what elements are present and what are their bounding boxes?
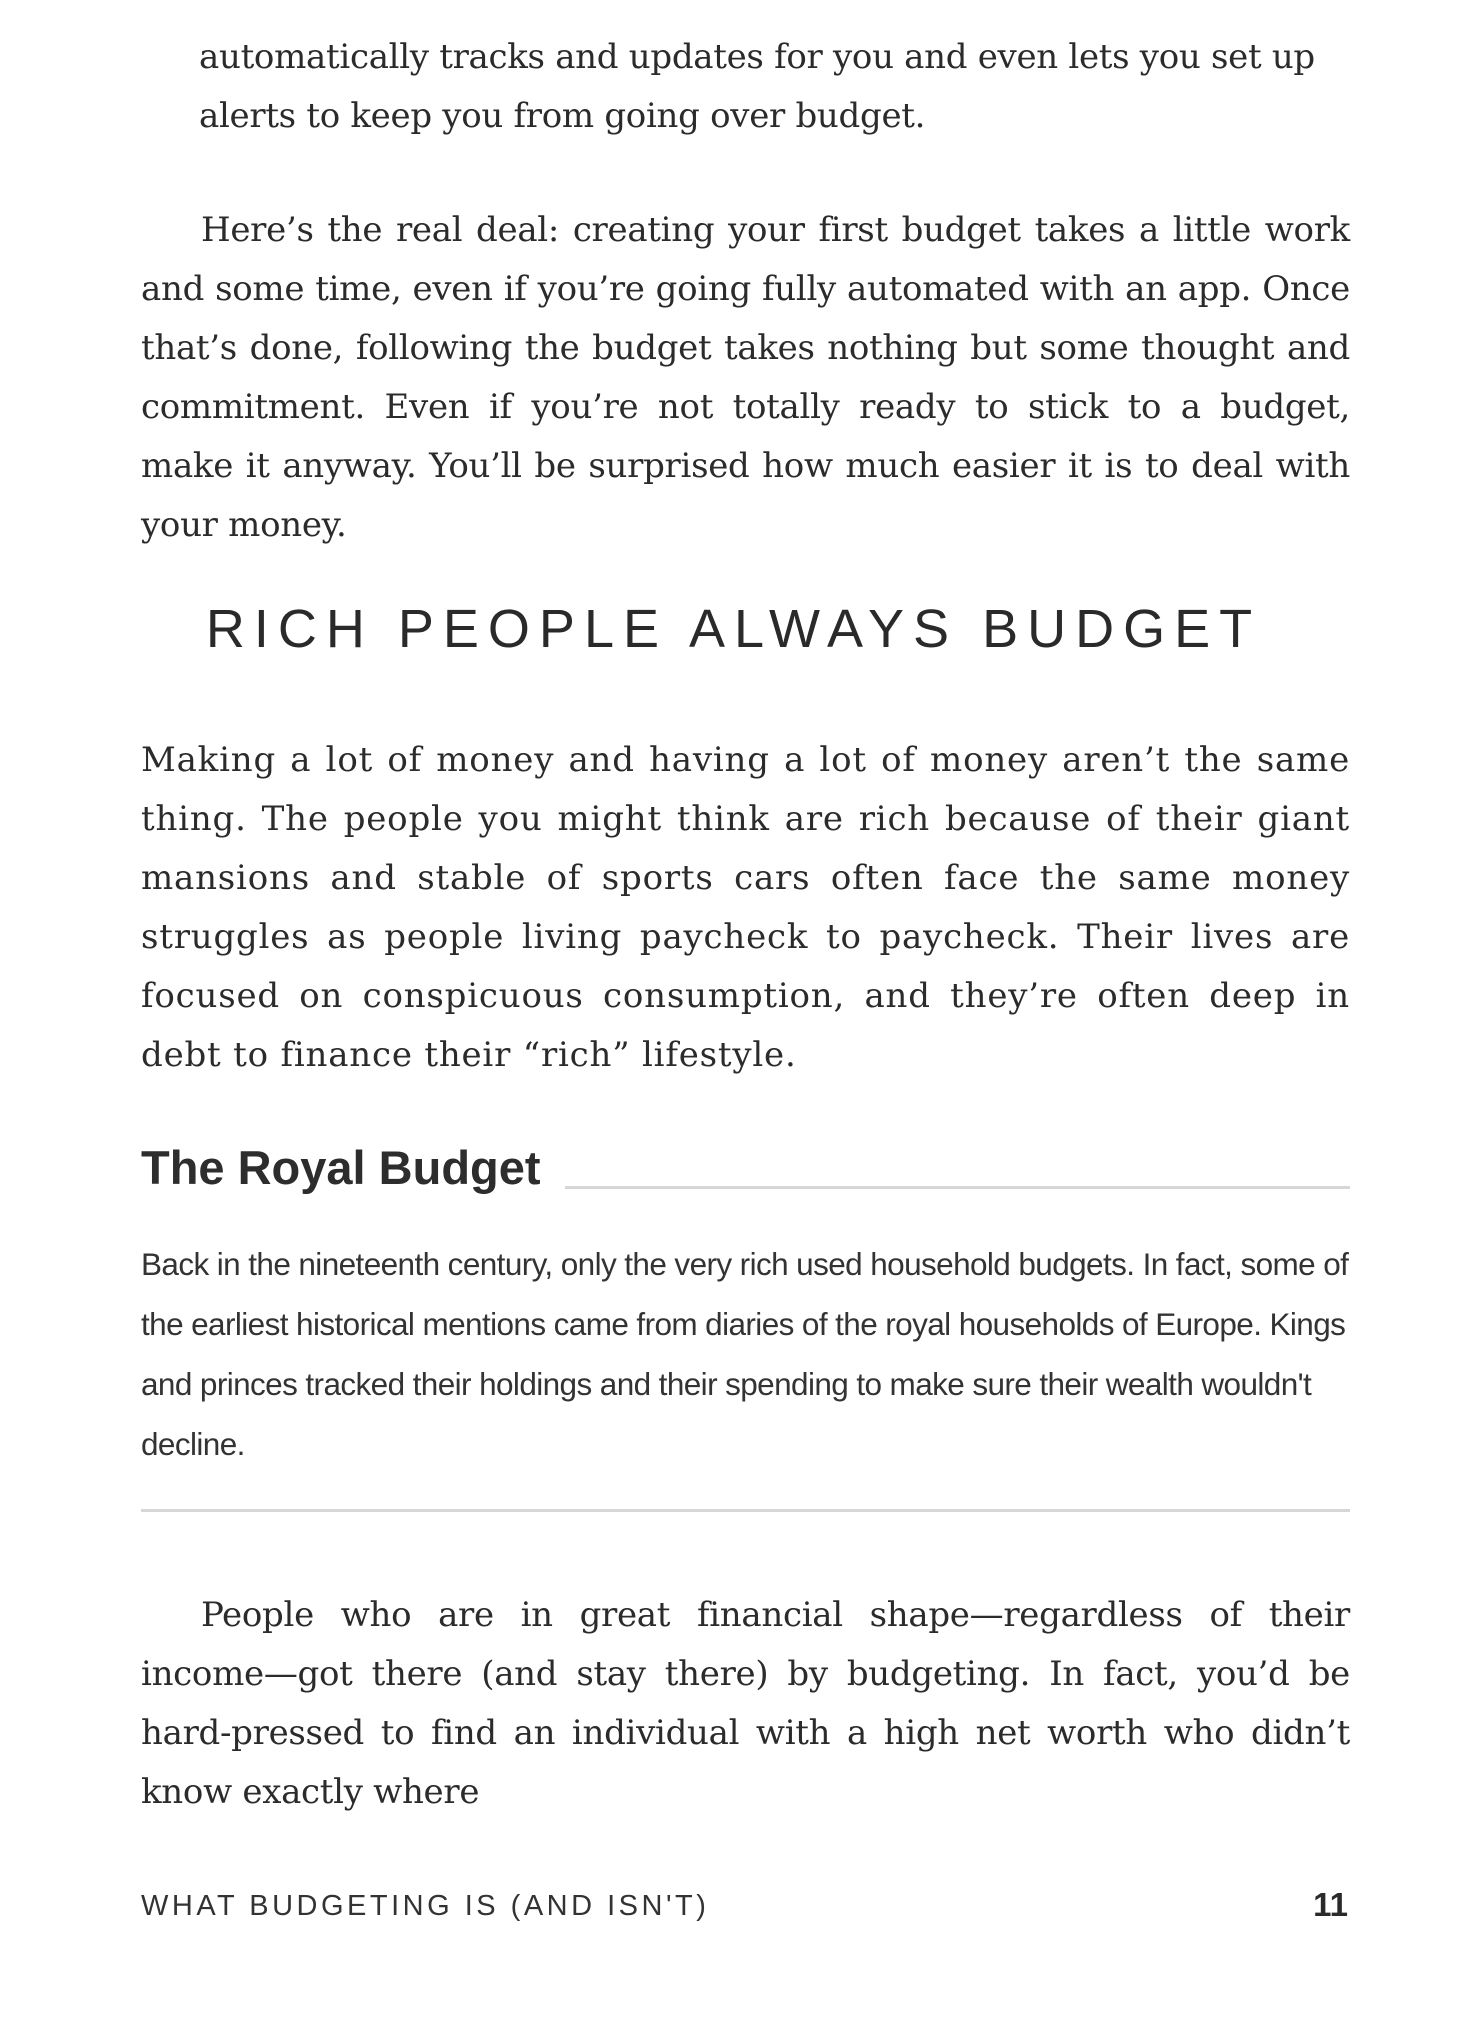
section-title: RICH PEOPLE ALWAYS BUDGET: [205, 599, 1262, 659]
closing-paragraph: People who are in great financial shape—regardless of their income—got there (and stay there) by budgeting. In fact, you’d be hard-pressed to find an individual with a high net worth who didn’t know exactly where: [141, 1595, 1350, 1812]
intro-paragraph: automatically tracks and updates for you and even lets you set up alerts to keep you from going over budget.: [199, 37, 1315, 136]
real-deal-paragraph: Here’s the real deal: creating your first budget takes a little work and some time, even if you’re going fully automated with an app. Once that’s done, following the budget takes nothing but some thought and commitment. Even if you’re not totally ready to stick to a budget, make it anyway. You’ll be surprised how much easier it is to deal with your money.: [141, 210, 1350, 545]
sidebar-top-rule: [565, 1186, 1350, 1189]
page-number: 11: [1313, 1886, 1348, 1923]
sidebar-bottom-rule: [141, 1509, 1350, 1512]
sidebar-text: Back in the nineteenth century, only the very rich used household budgets. In fact, some of the earliest historical mentions came from diaries of the royal households of Europe. Kings and princes tracked their holdings and their spending to make sure their wealth wouldn't decline.: [141, 1246, 1349, 1462]
footer-chapter-title: WHAT BUDGETING IS (AND ISN'T): [141, 1890, 710, 1922]
section-paragraph: Making a lot of money and having a lot of money aren’t the same thing. The people you might think are rich because of their giant mansions and stable of sports cars often face the same money struggles as people living paycheck to paycheck. Their lives are focused on conspicuous consumption, and they’re often deep in debt to finance their “rich” lifestyle.: [141, 740, 1350, 1075]
sidebar-heading: The Royal Budget: [141, 1141, 541, 1194]
